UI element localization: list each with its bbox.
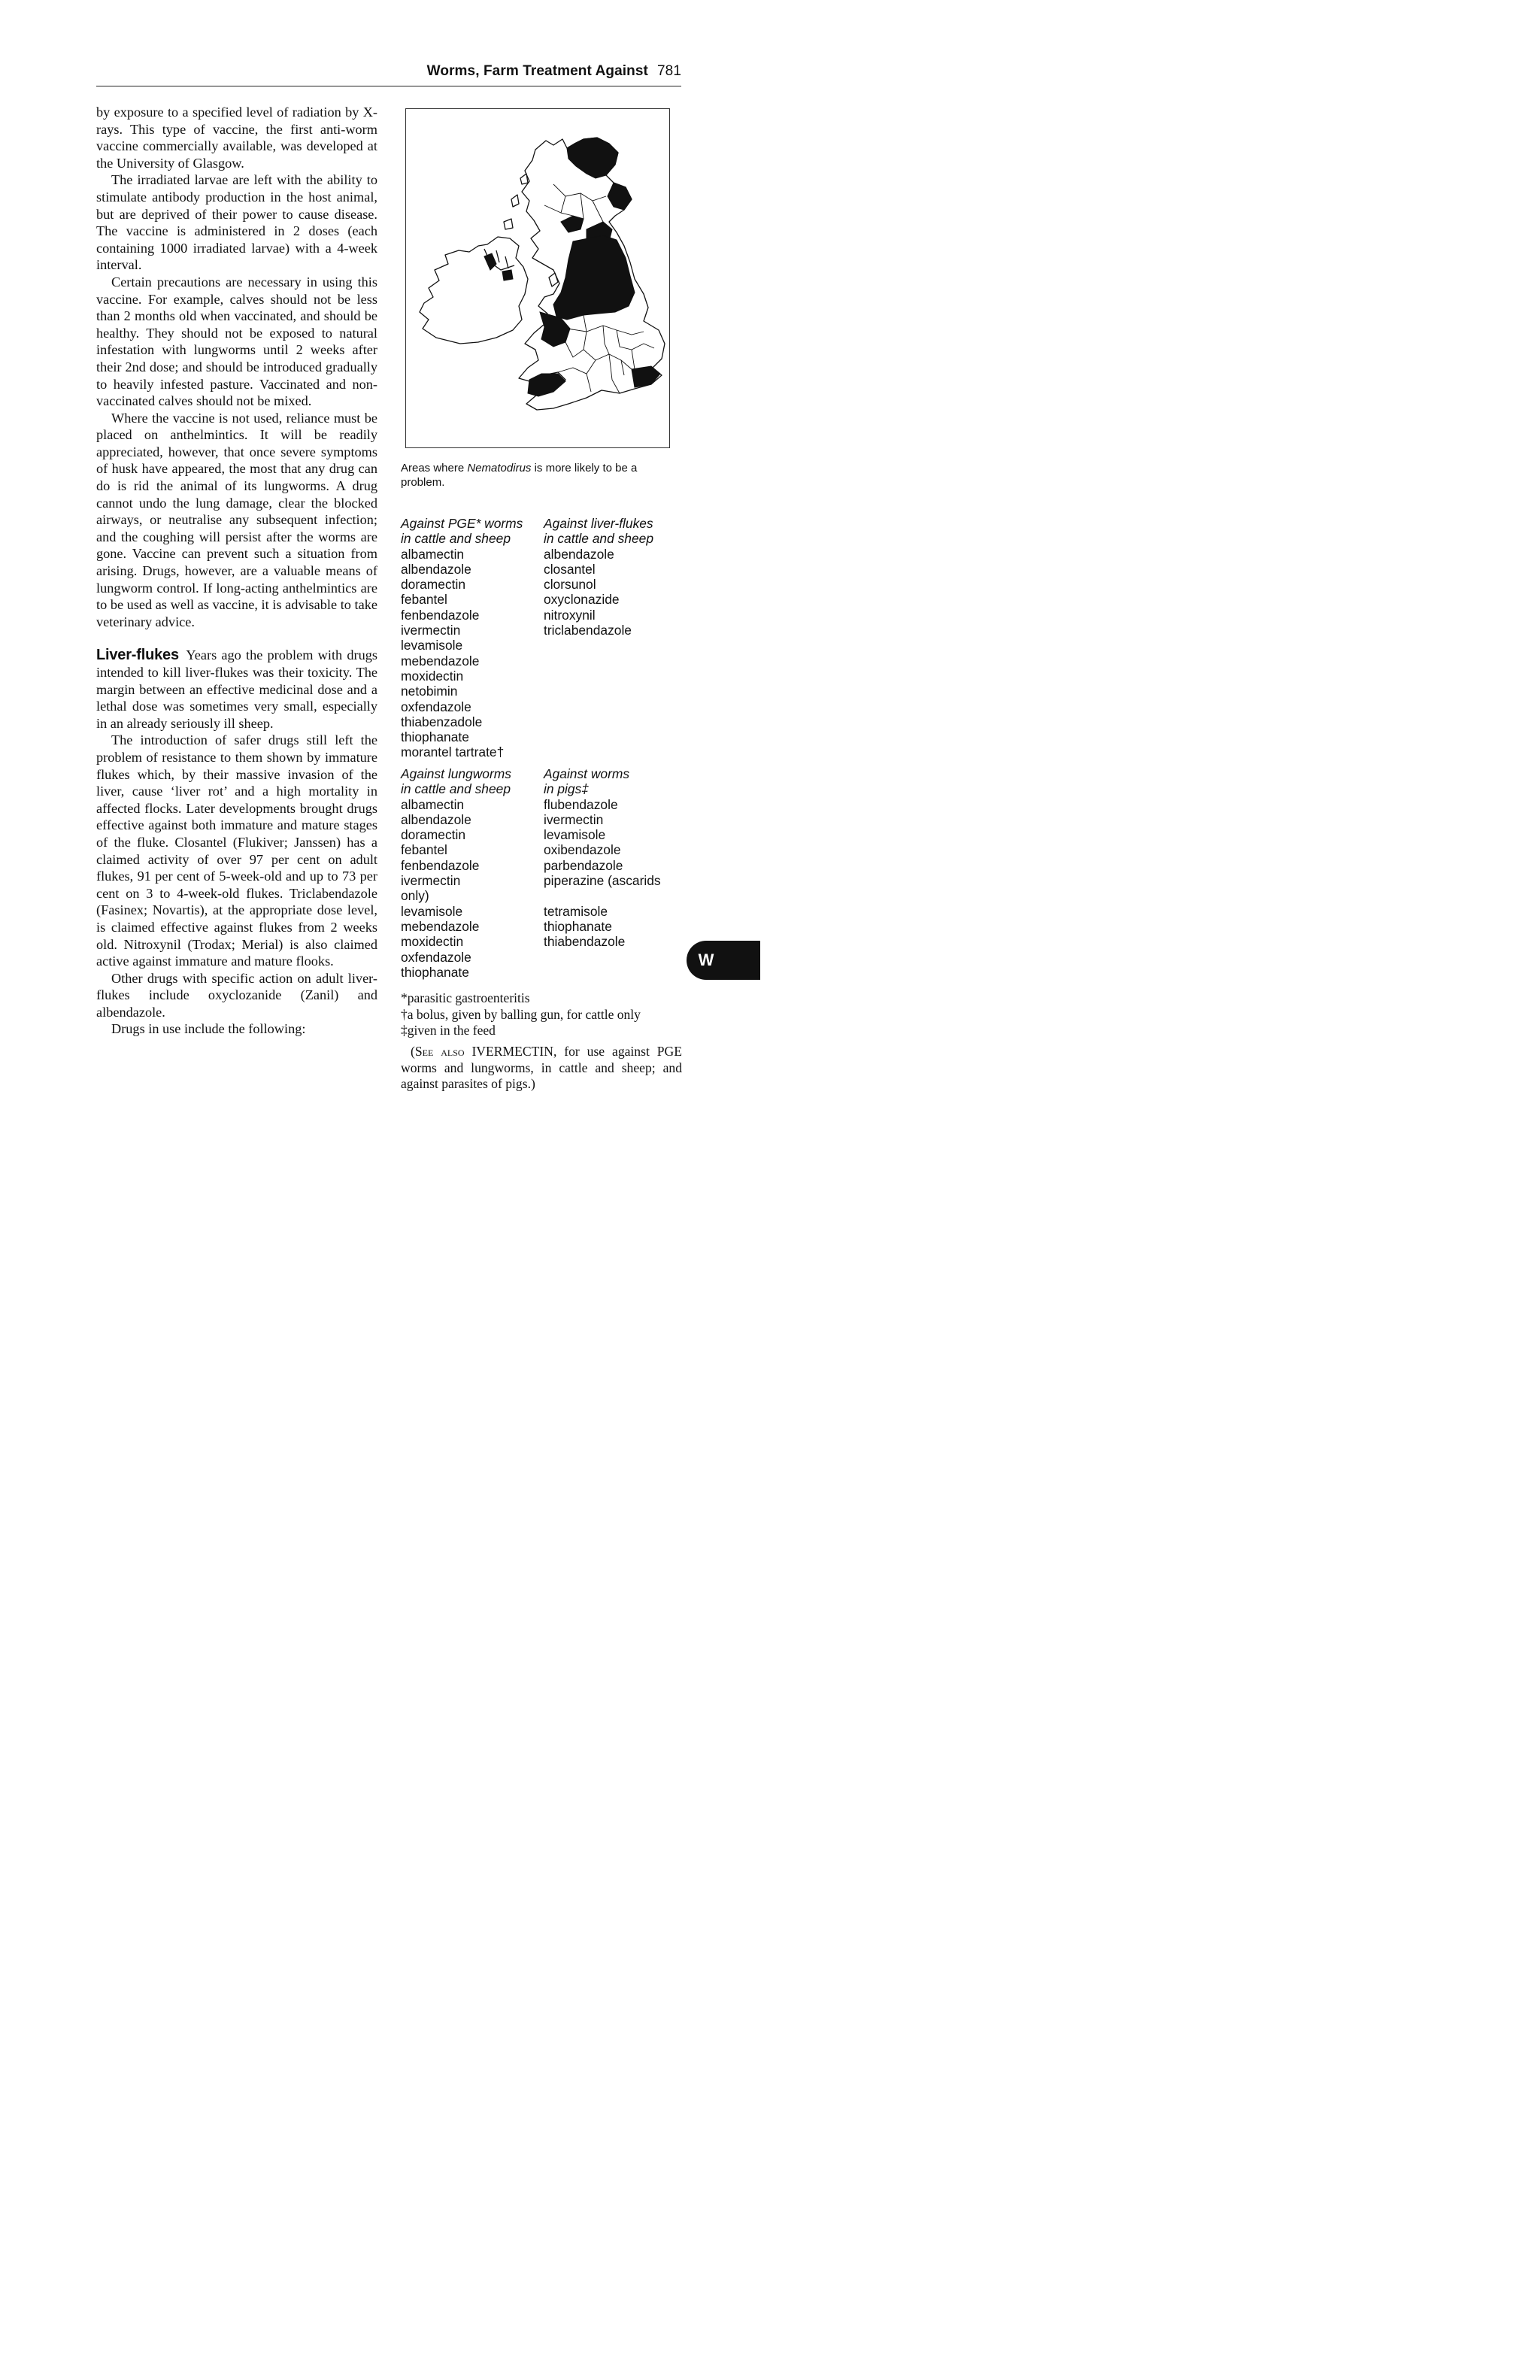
list-heading: Against worms [544, 766, 630, 781]
drug-item: moxidectin [401, 668, 464, 684]
drug-item: closantel [544, 561, 596, 577]
shaded-area-england-north-midlands [553, 235, 635, 320]
drug-item: thiabenzadole [401, 714, 483, 729]
drug-item: ivermectin [401, 623, 461, 638]
body-paragraph: Drugs in use include the following: [111, 1021, 306, 1037]
list-heading: in cattle and sheep [544, 531, 653, 547]
county-boundary [581, 193, 584, 219]
shaded-area-highlands [567, 138, 618, 178]
shaded-area-northeast-scotland [608, 183, 632, 210]
drug-item: albamectin [401, 796, 465, 812]
drug-item: netobimin [401, 684, 458, 699]
county-boundary [565, 342, 584, 357]
running-head [96, 63, 681, 86]
drug-item: febantel [401, 842, 447, 858]
drug-item: oxyclonazide [544, 592, 620, 608]
county-boundary [617, 330, 654, 350]
footnote: *parasitic gastroenteritis [401, 990, 530, 1005]
drug-item: fenbendazole [401, 607, 480, 623]
left-column [96, 104, 377, 1038]
see-also-note [401, 1044, 682, 1093]
footnote: ‡given in the feed [401, 1023, 496, 1038]
drug-item: thiophanate [544, 918, 612, 934]
shaded-area-ni-south [502, 270, 513, 280]
drug-item: clorsunol [544, 577, 596, 593]
footnote: †a bolus, given by balling gun, for cattle only [401, 1006, 641, 1022]
county-boundary [544, 205, 561, 213]
drug-item: febantel [401, 592, 447, 608]
thumb-index-letter: W [698, 950, 714, 969]
county-boundary [603, 326, 609, 354]
list-heading: Against liver-flukes [544, 516, 653, 531]
figure-caption [401, 461, 682, 490]
drug-item: ivermectin [544, 811, 604, 827]
body-paragraph: Certain precautions are necessary in using this vaccine. For example, calves should not be less than 2 months old when vaccinated, and should be healthy. They should not be exposed to natural infestation with lungworms until 2 weeks after their 2nd dose; and should be introduced gradually to heavily infested pasture. Vaccinated and non-vaccinated calves should not be mixed. [96, 274, 377, 409]
drug-item: ivermectin [401, 873, 461, 889]
drug-item: levamisole [544, 827, 606, 843]
drug-item: parbendazole [544, 857, 623, 873]
drug-item: moxidectin [401, 934, 464, 950]
drug-item: albendazole [544, 546, 614, 562]
county-boundary [632, 350, 635, 369]
drug-item: albamectin [401, 546, 465, 562]
section-heading-liver-flukes: Liver-flukes [96, 647, 179, 664]
shaded-area-central-belt [561, 216, 584, 232]
scottish-island [511, 195, 519, 207]
list-heading: in cattle and sheep [401, 781, 511, 797]
caption-text: Areas where [401, 462, 468, 474]
see-also-label: See also [414, 1044, 465, 1059]
county-boundary [587, 354, 620, 393]
drug-item: nitroxynil [544, 607, 596, 623]
drug-item: thiophanate [401, 964, 469, 980]
drug-item: oxfendazole [401, 699, 471, 714]
scottish-island [504, 219, 513, 229]
list-liver-flukes [544, 516, 687, 638]
list-heading: in cattle and sheep [401, 531, 511, 547]
drug-item: fenbendazole [401, 857, 480, 873]
county-boundary [558, 360, 596, 374]
drug-item: triclabendazole [544, 623, 632, 638]
drug-item: albendazole [401, 811, 471, 827]
drug-item: morantel tartrate† [401, 744, 505, 760]
county-boundary [593, 201, 603, 222]
drug-item: albendazole [401, 561, 471, 577]
county-boundary [584, 315, 632, 369]
shaded-area-southwest [528, 374, 565, 396]
drug-item: levamisole [401, 903, 463, 919]
drug-item: thiabendazole [544, 934, 626, 950]
drug-item: mebendazole [401, 653, 480, 669]
caption-text: is more likely to be a problem. [401, 462, 638, 489]
footnotes [401, 990, 687, 1039]
list-lungworms [401, 766, 544, 980]
list-heading: Against lungworms [401, 766, 511, 781]
list-pig-worms [544, 766, 687, 950]
drug-item: doramectin [401, 577, 466, 593]
see-also-cross-reference[interactable]: IVERMECTIN [471, 1044, 553, 1059]
county-boundary [561, 196, 573, 216]
county-boundary [553, 184, 606, 201]
see-also-text: , for use against PGE worms and lungworms, in cattle and sheep; and against parasites of pigs.) [401, 1044, 682, 1092]
drug-item: oxibendazole [544, 842, 621, 858]
caption-italic-species: Nematodirus [467, 462, 532, 474]
drug-item: tetramisole [544, 903, 608, 919]
list-heading: in pigs‡ [544, 781, 589, 797]
body-paragraph: by exposure to a specified level of radiation by X-rays. This type of vaccine, the first anti-worm vaccine commercially available, was developed at the University of Glasgow. [96, 105, 377, 171]
body-paragraph: The introduction of safer drugs still left the problem of resistance to them shown by immature flukes which, by their massive invasion of the liver, cause ‘liver rot’ and a high mortality in affected flocks. Later developments brought drugs effective against both immature and mature stages of the fluke. Closantel (Flukiver; Janssen) has a claimed activity of over 97 per cent on adult flukes, 91 per cent of 5-week-old and up to 73 per cent on 3 to 4-week-old flukes. Triclabendazole (Fasinex; Novartis), at the appropriate dose level, is claimed effective against flukes from 2 weeks old. Nitroxynil (Trodax; Merial) is also claimed active against immature and mature flooks. [96, 732, 377, 969]
scottish-island [520, 174, 528, 184]
drug-item [544, 888, 687, 903]
drug-item: thiophanate [401, 729, 469, 745]
drug-item: doramectin [401, 827, 466, 843]
drug-item: flubendazole [544, 796, 618, 812]
body-paragraph: Where the vaccine is not used, reliance must be placed on anthelmintics. It will be readily appreciated, however, that once severe symptoms of husk have appeared, the most that any drug can do is rid the animal of its lungworms. A drug cannot undo the lung damage, clear the blocked airways, or neutralise any subsequent infection; and the coughing will persist after the worms are gone. Vaccine can prevent such a situation from arising. Drugs, however, are a valuable means of lungworm control. If long-acting anthelmintics are to be used as well as vaccine, it is advisable to take veterinary advice. [96, 410, 377, 629]
drug-item: levamisole [401, 638, 463, 653]
uk-map-illustration [406, 109, 669, 447]
running-head-title: Worms, Farm Treatment Against [426, 63, 648, 79]
ireland-outline [420, 237, 528, 344]
nematodirus-map-figure [405, 108, 670, 448]
see-also-paren: ( [411, 1044, 415, 1059]
isle-of-man [549, 273, 558, 287]
drug-item: piperazine (ascarids [544, 873, 661, 889]
thumb-index-tab [687, 941, 760, 980]
drug-item: mebendazole [401, 918, 480, 934]
drug-table-pge-liver-flukes [401, 516, 687, 764]
shaded-area-northern-ireland [484, 253, 496, 270]
body-paragraph: Other drugs with specific action on adult liver-flukes include oxyclozanide (Zanil) and albendazole. [96, 970, 377, 1020]
page-number: 781 [656, 63, 681, 79]
drug-item: only) [401, 888, 429, 904]
drug-item: oxfendazole [401, 949, 471, 965]
shaded-area-southeast [632, 366, 660, 387]
county-boundary [567, 326, 644, 335]
ni-internal-line [496, 250, 508, 268]
list-heading: Against PGE* worms [401, 516, 523, 531]
drug-table-lungworms-pigs [401, 766, 687, 984]
body-paragraph: The irradiated larvae are left with the ability to stimulate antibody production in the host animal, but are deprived of their power to cause disease. The vaccine is administered in 2 doses (each containing 1000 irradiated larvae) with a 4-week interval. [96, 172, 377, 273]
liver-flukes-section-start [96, 647, 377, 732]
body-paragraph: Years ago the problem with drugs intended to kill liver-flukes was their toxicity. The margin between an effective medicinal dose and a lethal dose was sometimes very small, especially in an already seriously ill sheep. [96, 647, 377, 731]
list-pge-worms [401, 516, 544, 760]
